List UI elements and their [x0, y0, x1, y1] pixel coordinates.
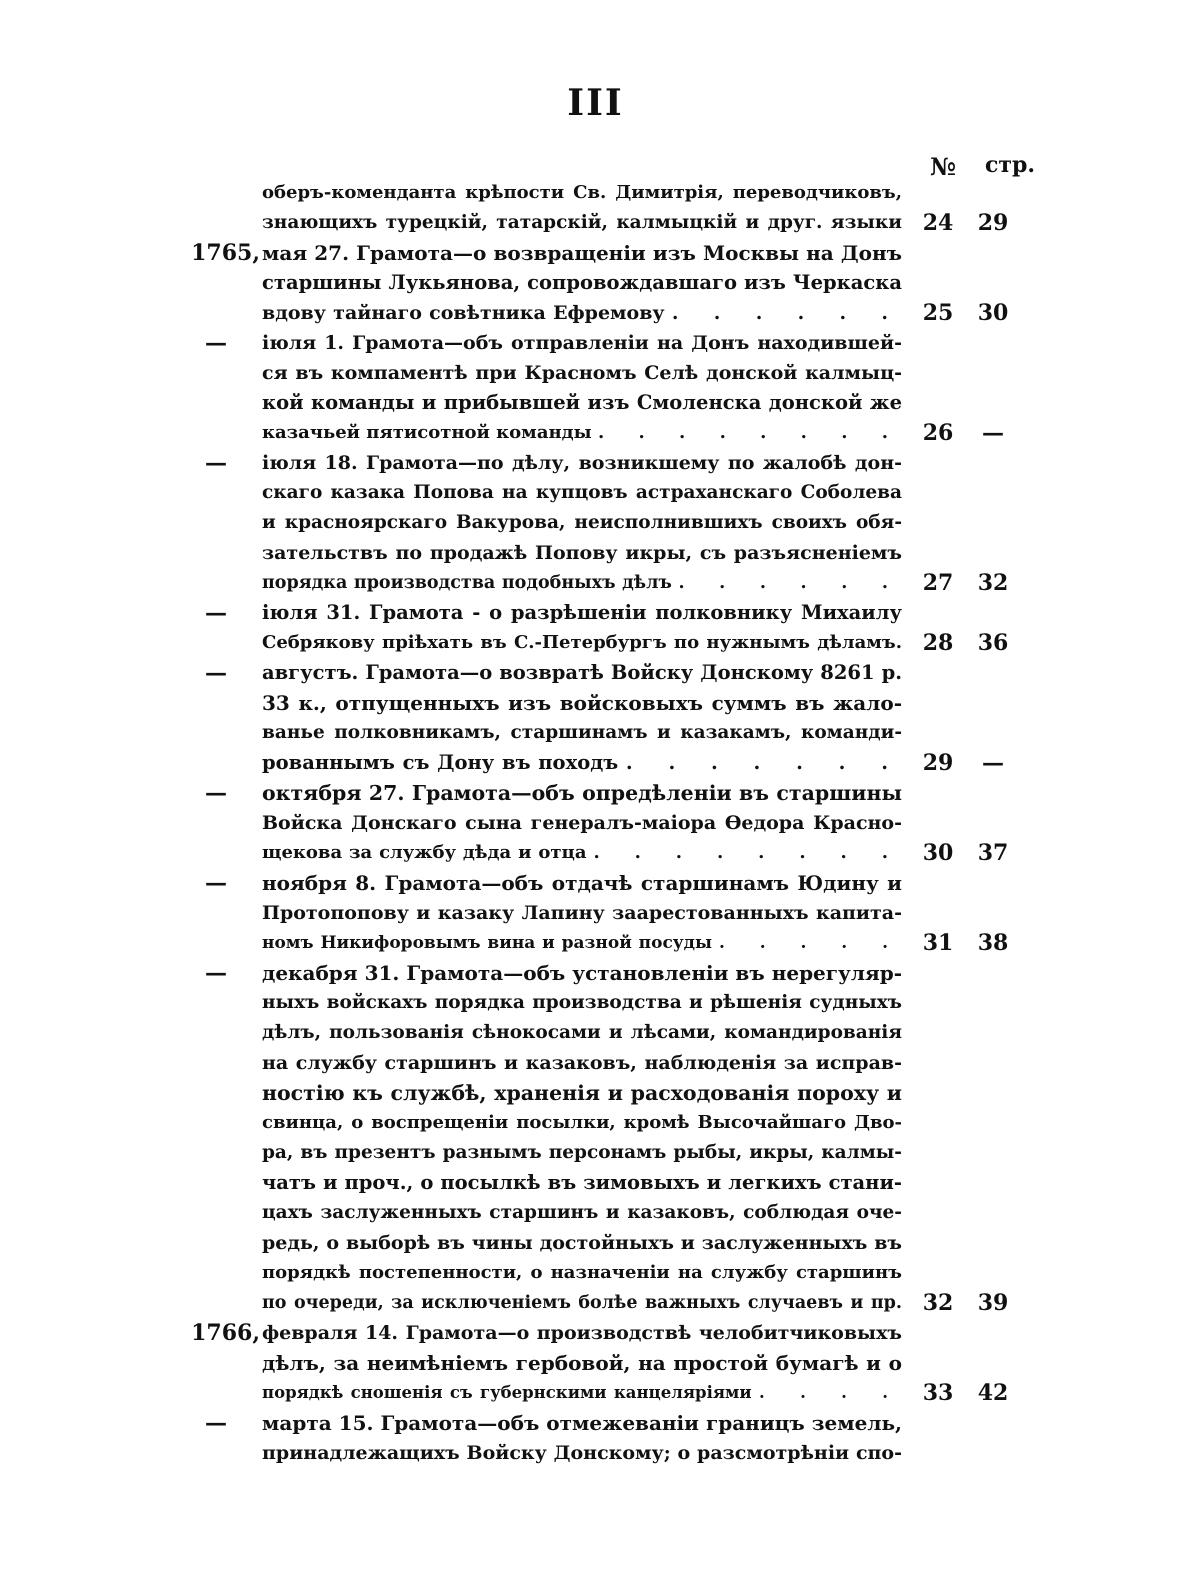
entry-text: [262, 1288, 902, 1318]
entry-dash: —: [205, 1410, 227, 1436]
entry-text: [262, 1348, 902, 1378]
entry-line: [0, 1318, 1191, 1348]
entry-text: [262, 1138, 902, 1168]
entry-line: [0, 658, 1191, 688]
entry-text: [262, 208, 902, 238]
entry-text: [262, 238, 902, 268]
entry-text-content: Себрякову пріѣхать въ С.-Петербургъ по нужнымъ дѣламъ.: [262, 632, 902, 653]
entry-page: 39: [977, 1290, 1009, 1316]
entry-line: [0, 838, 1191, 868]
entry-text-content: октября 27. Грамота—объ опредѣленіи въ старшины: [262, 781, 902, 805]
entry-dash: —: [205, 660, 227, 686]
entry-line: [0, 1018, 1191, 1048]
entry-line: [0, 988, 1191, 1018]
entry-line: [0, 778, 1191, 808]
entry-line: [0, 1168, 1191, 1198]
entry-number: 32: [922, 1290, 954, 1316]
entry-line: [0, 688, 1191, 718]
entry-page: —: [982, 420, 1004, 446]
entry-line: [0, 478, 1191, 508]
entry-line: [0, 748, 1191, 778]
entry-line: [0, 358, 1191, 388]
leader-dots: . . . . . .: [671, 302, 902, 324]
entry-line: [0, 268, 1191, 298]
entry-line: [0, 628, 1191, 658]
entry-text: [262, 1438, 902, 1468]
entry-text-content: Протопопову и казаку Лапину заарестованныхъ капита-: [262, 902, 902, 924]
entry-text-content: мая 27. Грамота—о возвращеніи изъ Москвы на Донъ: [262, 241, 902, 265]
entry-text: [262, 958, 902, 988]
entry-text: [262, 448, 902, 478]
entry-page: 42: [977, 1380, 1009, 1406]
entry-line: [0, 1108, 1191, 1138]
entry-text: [262, 778, 902, 808]
entry-line: [0, 1378, 1191, 1408]
entry-text-content: принадлежащихъ Войску Донскому; о разсмотрѣніи спо-: [262, 1442, 902, 1464]
entry-text-content: марта 15. Грамота—объ отмежеваніи границъ земель,: [262, 1411, 902, 1435]
entry-text: [262, 868, 902, 898]
entry-line: [0, 1288, 1191, 1318]
entry-number: 27: [922, 570, 954, 596]
entry-text-content: зательствъ по продажѣ Попову икры, съ разъясненіемъ: [262, 542, 902, 564]
entry-text: [262, 1318, 902, 1348]
entry-page: 37: [977, 840, 1009, 866]
entry-text-content: Войска Донскаго сына генералъ-маіора Ѳедора Красно-: [262, 812, 902, 834]
entry-text-content: ностію къ службѣ, храненія и расходованія пороху и: [262, 1081, 902, 1105]
entry-text-content: казачьей пятисотной команды: [262, 422, 592, 443]
entry-text-content: кой команды и прибывшей изъ Смоленска донской же: [262, 391, 902, 414]
entry-text: [262, 478, 902, 508]
entry-text: [262, 568, 902, 598]
entry-text: [262, 808, 902, 838]
entry-text-content: скаго казака Попова на купцовъ астраханскаго Соболева: [262, 482, 902, 503]
entry-text-content: 33 к., отпущенныхъ изъ войсковыхъ суммъ въ жало-: [262, 691, 902, 715]
leader-dots: . . . . .: [718, 933, 902, 953]
entry-page: 29: [977, 210, 1009, 236]
entry-text: [262, 598, 902, 628]
entry-text: [262, 388, 902, 418]
entry-line: [0, 718, 1191, 748]
entry-text-content: номъ Никифоровымъ вина и разной посуды: [262, 933, 713, 953]
entry-text: [262, 1108, 902, 1138]
entry-text: [262, 1198, 902, 1228]
entry-page: 36: [977, 630, 1009, 656]
document-entries: [0, 178, 1191, 1468]
entry-text-content: и красноярскаго Вакурова, неисполнившихъ своихъ обя-: [262, 512, 902, 533]
entry-text-content: іюля 18. Грамота—по дѣлу, возникшему по жалобѣ дон-: [262, 452, 902, 474]
entry-text-content: ся въ компаментѣ при Красномъ Селѣ донской калмыц-: [262, 362, 902, 384]
entry-text-content: оберъ-коменданта крѣпости Св. Димитрія, переводчиковъ,: [262, 182, 902, 203]
entry-page: 38: [977, 930, 1009, 956]
entry-line: [0, 538, 1191, 568]
entry-line: [0, 958, 1191, 988]
entry-text-content: редь, о выборѣ въ чины достойныхъ и заслуженныхъ въ: [262, 1232, 902, 1254]
entry-text-content: ра, въ презентъ разнымъ персонамъ рыбы, икры, калмы-: [262, 1142, 902, 1163]
entry-text-content: порядкѣ сношенія съ губернскими канцеляріями: [262, 1383, 752, 1402]
entry-year: 1765,: [191, 240, 260, 266]
entry-line: [0, 208, 1191, 238]
leader-dots: . . . . . . . .: [593, 842, 902, 863]
entry-line: [0, 328, 1191, 358]
entry-text-content: по очереди, за исключеніемъ болѣе важныхъ случаевъ и пр.: [262, 1293, 902, 1313]
entry-text-content: старшины Лукьянова, сопровождавшаго изъ Черкаска: [262, 271, 902, 294]
entry-number: 29: [922, 750, 954, 776]
leader-dots: . . . .: [758, 1383, 902, 1402]
entry-text-content: рованнымъ съ Дону въ походъ: [262, 751, 619, 774]
entry-text: [262, 1378, 902, 1408]
entry-text-content: порядка производства подобныхъ дѣлъ: [262, 573, 672, 593]
entry-text-content: щекова за службу дѣда и отца: [262, 842, 587, 863]
entry-line: [0, 1438, 1191, 1468]
entry-dash: —: [205, 330, 227, 356]
entry-number: 25: [922, 300, 954, 326]
entry-text-content: іюля 1. Грамота—объ отправленіи на Донъ находившей-: [262, 332, 902, 354]
entry-text-content: ныхъ войскахъ порядка производства и рѣшенія судныхъ: [262, 992, 902, 1013]
entry-text: [262, 628, 902, 658]
entry-dash: —: [205, 450, 227, 476]
page-number: III: [567, 82, 624, 124]
entry-text: [262, 928, 902, 958]
entry-text: [262, 1258, 902, 1288]
entry-line: [0, 598, 1191, 628]
entry-text-content: чатъ и проч., о посылкѣ въ зимовыхъ и легкихъ стани-: [262, 1171, 902, 1194]
entry-text: [262, 1018, 902, 1048]
entry-text: [262, 1078, 902, 1108]
entry-text: [262, 508, 902, 538]
entry-number: 31: [922, 930, 954, 956]
entry-line: [0, 448, 1191, 478]
entry-line: [0, 928, 1191, 958]
entry-page: 30: [977, 300, 1009, 326]
entry-text: [262, 328, 902, 358]
entry-text: [262, 838, 902, 868]
entry-text: [262, 178, 902, 208]
entry-line: [0, 1078, 1191, 1108]
entry-text: [262, 688, 902, 718]
entry-line: [0, 388, 1191, 418]
entry-line: [0, 178, 1191, 208]
entry-line: [0, 1198, 1191, 1228]
entry-text: [262, 298, 902, 328]
entry-text: [262, 358, 902, 388]
entry-text-content: августъ. Грамота—о возвратѣ Войску Донскому 8261 р.: [262, 661, 902, 684]
entry-text: [262, 718, 902, 748]
entry-line: [0, 238, 1191, 268]
entry-text-content: дѣлъ, за неимѣніемъ гербовой, на простой бумагѣ и о: [262, 1351, 902, 1375]
leader-dots: . . . . . . .: [625, 751, 902, 774]
column-header-page: стр.: [985, 152, 1036, 178]
entry-text-content: декабря 31. Грамота—объ установленіи въ нерегуляр-: [262, 961, 902, 985]
entry-line: [0, 298, 1191, 328]
entry-line: [0, 808, 1191, 838]
entry-line: [0, 1228, 1191, 1258]
entry-dash: —: [205, 600, 227, 626]
entry-page: 32: [977, 570, 1009, 596]
entry-text-content: цахъ заслуженныхъ старшинъ и казаковъ, соблюдая оче-: [262, 1202, 902, 1223]
entry-text: [262, 658, 902, 688]
entry-text-content: свинца, о воспрещеніи посылки, кромѣ Высочайшаго Дво-: [262, 1112, 902, 1133]
entry-line: [0, 1138, 1191, 1168]
entry-text-content: на службу старшинъ и казаковъ, наблюденія за исправ-: [262, 1052, 902, 1074]
entry-text-content: порядкѣ постепенности, о назначеніи на службу старшинъ: [262, 1262, 902, 1283]
entry-line: [0, 1258, 1191, 1288]
entry-text-content: вдову тайнаго совѣтника Ефремову: [262, 302, 665, 324]
entry-line: [0, 1348, 1191, 1378]
entry-text: [262, 1228, 902, 1258]
entry-text-content: ванье полковникамъ, старшинамъ и казакамъ, команди-: [262, 722, 902, 743]
entry-text: [262, 1168, 902, 1198]
entry-text: [262, 1048, 902, 1078]
entry-number: 33: [922, 1380, 954, 1406]
entry-line: [0, 868, 1191, 898]
entry-text-content: ноября 8. Грамота—объ отдачѣ старшинамъ Юдину и: [262, 871, 902, 895]
entry-text: [262, 748, 902, 778]
entry-text-content: дѣлъ, пользованія сѣнокосами и лѣсами, командированія: [262, 1022, 902, 1043]
entry-line: [0, 1048, 1191, 1078]
entry-year: 1766,: [191, 1320, 260, 1346]
entry-number: 28: [922, 630, 954, 656]
entry-text-content: февраля 14. Грамота—о производствѣ челобитчиковыхъ: [262, 1322, 902, 1344]
leader-dots: . . . . . .: [678, 573, 902, 593]
entry-text-content: знающихъ турецкій, татарскій, калмыцкій и друг. языки: [262, 212, 902, 233]
entry-page: —: [982, 750, 1004, 776]
entry-number: 24: [922, 210, 954, 236]
entry-text: [262, 268, 902, 298]
entry-dash: —: [205, 870, 227, 896]
entry-number: 30: [922, 840, 954, 866]
entry-text: [262, 988, 902, 1018]
entry-text: [262, 538, 902, 568]
entry-text: [262, 418, 902, 448]
entry-line: [0, 1408, 1191, 1438]
entry-line: [0, 418, 1191, 448]
entry-text: [262, 898, 902, 928]
entry-line: [0, 508, 1191, 538]
column-header-number: №: [930, 152, 957, 181]
entry-text-content: іюля 31. Грамота - о разрѣшеніи полковнику Михаилу: [262, 601, 902, 624]
leader-dots: . . . . . . . .: [597, 422, 902, 443]
entry-line: [0, 898, 1191, 928]
entry-dash: —: [205, 780, 227, 806]
entry-number: 26: [922, 420, 954, 446]
entry-line: [0, 568, 1191, 598]
entry-text: [262, 1408, 902, 1438]
entry-dash: —: [205, 960, 227, 986]
